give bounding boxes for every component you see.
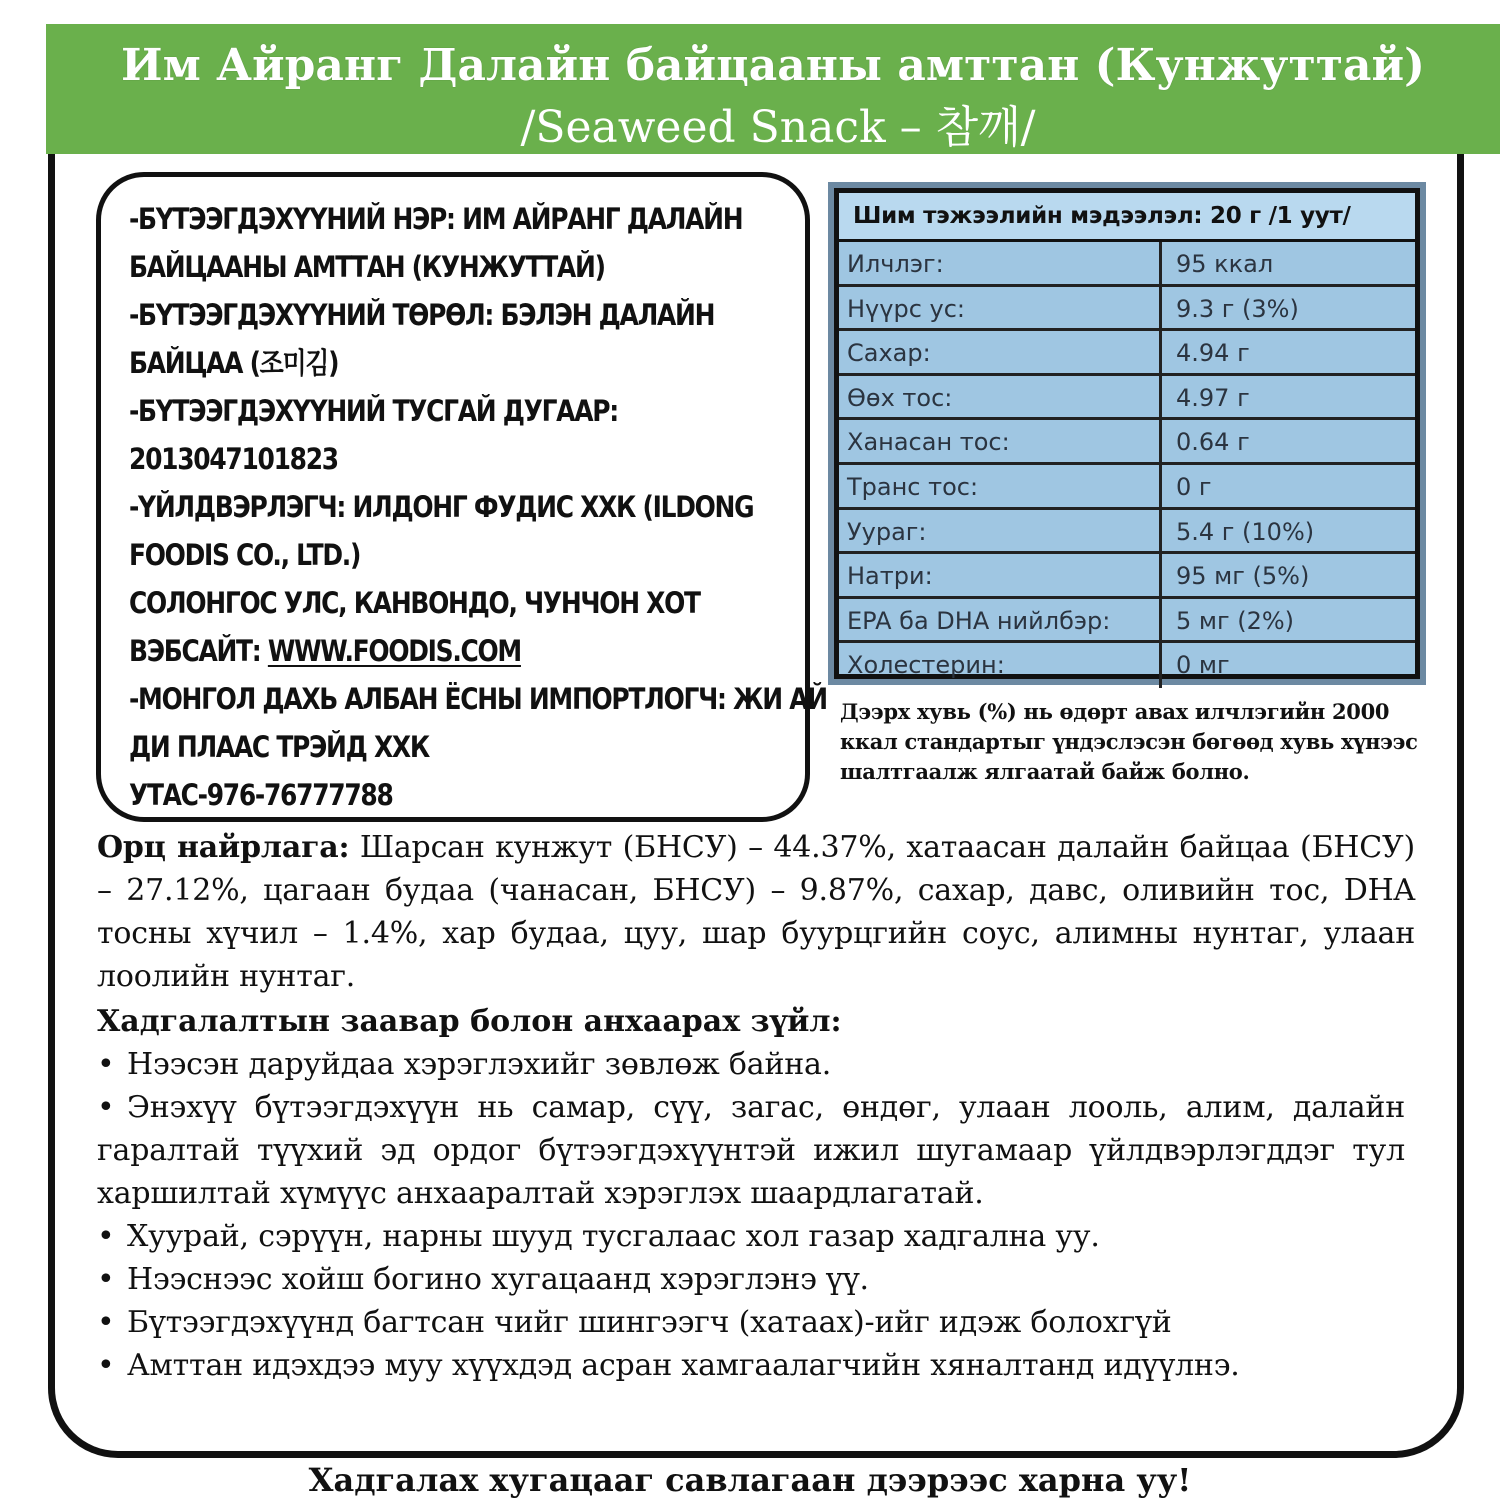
nutrient-label: Натри: <box>839 554 1162 596</box>
nutrient-label: EPA ба DHA нийлбэр: <box>839 599 1162 641</box>
info-line: FOODIS CO., LTD.) <box>129 538 361 572</box>
nutrient-value: 0 мг <box>1176 651 1230 680</box>
website-link[interactable]: WWW.FOODIS.COM <box>267 634 521 668</box>
bullet-icon: • <box>97 1348 115 1383</box>
nutrient-value: 5.4 г (10%) <box>1176 517 1315 546</box>
bullet-icon: • <box>97 1262 115 1297</box>
nutrient-value: 95 ккал <box>1176 250 1274 278</box>
daily-value-note: Дээрх хувь (%) нь өдөрт авах илчлэгийн 2000 ккал стандартыг үндэслэсэн бөгөөд хувь хүнээс шалтгаалж ялгаатай байж болно. <box>840 699 1418 784</box>
nutrition-row <box>839 643 1415 688</box>
nutrition-row <box>839 376 1415 421</box>
list-item-text: Нээснээс хойш богино хугацаанд хэрэглэнэ үү. <box>127 1262 869 1297</box>
list-item <box>97 1258 1405 1301</box>
footer-note: Хадгалах хугацааг савлагаан дээрээс харна уу! <box>308 1461 1192 1499</box>
product-title: Им Айранг Далайн байцааны амттан (Кунжуттай) <box>121 40 1425 91</box>
storage-list <box>97 1043 1405 1387</box>
storage-title: Хадгалалтын заавар болон анхаарах зүйл: <box>97 1004 842 1039</box>
info-line: -БҮТЭЭГДЭХҮҮНИЙ ТУСГАЙ ДУГААР: <box>129 394 618 428</box>
info-line: -БҮТЭЭГДЭХҮҮНИЙ ТӨРӨЛ: БЭЛЭН ДАЛАЙН <box>129 298 715 332</box>
info-line: БАЙЦАА (조미김) <box>129 346 339 380</box>
nutrient-value: 4.97 г <box>1176 383 1250 412</box>
bullet-icon: • <box>97 1305 115 1340</box>
nutrient-value: 5 мг (2%) <box>1176 606 1295 635</box>
nutrition-row <box>839 420 1415 465</box>
nutrition-row <box>839 510 1415 555</box>
info-line: -БҮТЭЭГДЭХҮҮНИЙ НЭР: ИМ АЙРАНГ ДАЛАЙН <box>129 202 743 236</box>
info-line: -ҮЙЛДВЭРЛЭГЧ: ИЛДОНГ ФУДИС ХХК (ILDONG <box>129 490 754 524</box>
list-item <box>97 1086 1405 1215</box>
list-item-text: Энэхүү бүтээгдэхүүн нь самар, сүү, загас, өндөг, улаан лооль, алим, далайн гаралтай түүхий эд ордог бүтээгдэхүүнтэй ижил шугамаар үйлдвэрлэгддэг тул харшилтай хүмүүс анхааралтай хэрэглэх шаардлагатай. <box>97 1090 1405 1211</box>
nutrition-row <box>839 331 1415 376</box>
list-item-text: Нээсэн даруйдаа хэрэглэхийг зөвлөж байна. <box>127 1047 832 1082</box>
nutrition-table <box>834 188 1420 679</box>
title-banner <box>46 24 1500 154</box>
info-line: ДИ ПЛААС ТРЭЙД ХХК <box>129 730 429 764</box>
nutrition-row <box>839 242 1415 287</box>
product-subtitle: /Seaweed Snack – 참깨/ <box>520 102 1036 153</box>
info-line: БАЙЦААНЫ АМТТАН (КУНЖУТТАЙ) <box>129 250 605 284</box>
nutrient-value: 0.64 г <box>1176 428 1250 457</box>
nutrient-value: 95 мг (5%) <box>1176 562 1310 591</box>
nutrient-label: Холестерин: <box>839 643 1162 688</box>
nutrition-row <box>839 287 1415 332</box>
nutrient-label: Ханасан тос: <box>839 420 1162 462</box>
nutrition-row <box>839 599 1415 644</box>
bullet-icon: • <box>97 1219 115 1254</box>
nutrient-value: 0 г <box>1176 472 1212 501</box>
list-item-text: Бүтээгдэхүүнд багтсан чийг шингээгч (хатаах)-ийг идэж болохгүй <box>127 1305 1172 1340</box>
list-item <box>97 1344 1405 1387</box>
nutrient-label: Уураг: <box>839 510 1162 552</box>
list-item-text: Амттан идэхдээ муу хүүхдэд асран хамгаалагчийн хяналтанд идүүлнэ. <box>127 1348 1240 1383</box>
nutrient-label: Сахар: <box>839 331 1162 373</box>
list-item <box>97 1043 1405 1086</box>
product-info-box <box>96 172 827 822</box>
nutrition-row <box>839 465 1415 510</box>
bullet-icon: • <box>97 1090 115 1125</box>
nutrition-panel <box>828 182 1426 685</box>
info-line: СОЛОНГОС УЛС, КАНВОНДО, ЧУНЧОН ХОТ <box>129 586 700 620</box>
nutrient-label: Өөх тос: <box>839 376 1162 418</box>
bullet-icon: • <box>97 1047 115 1082</box>
list-item <box>97 1215 1405 1258</box>
info-line: УТАС-976-76777788 <box>129 778 393 812</box>
nutrient-value: 4.94 г <box>1176 339 1250 368</box>
website-label: ВЭБСАЙТ: <box>129 634 268 668</box>
nutrient-label: Транс тос: <box>839 465 1162 507</box>
info-line: 2013047101823 <box>129 442 338 476</box>
nutrient-label: Нүүрс ус: <box>839 287 1162 329</box>
list-item <box>97 1301 1405 1344</box>
info-line: -МОНГОЛ ДАХЬ АЛБАН ЁСНЫ ИМПОРТЛОГЧ: ЖИ АЙ <box>129 682 827 716</box>
nutrition-row <box>839 554 1415 599</box>
ingredients-paragraph <box>97 826 1415 998</box>
website-line <box>129 627 710 675</box>
ingredients-text: Шарсан кунжут (БНСУ) – 44.37%, хатаасан далайн байцаа (БНСУ) – 27.12%, цагаан будаа (чанасан, БНСУ) – 9.87%, сахар, давс, оливийн тос, DHA тосны хүчил – 1.4%, хар будаа, цуу, шар буурцгийн соус, алимны нунтаг, улаан лоолийн нунтаг. <box>97 830 1416 994</box>
nutrient-value: 9.3 г (3%) <box>1176 294 1299 323</box>
nutrient-label: Илчлэг: <box>839 242 1162 284</box>
ingredients-label: Орц найрлага: <box>97 830 350 865</box>
list-item-text: Хуурай, сэрүүн, нарны шууд тусгалаас хол газар хадгална уу. <box>127 1219 1100 1254</box>
nutrition-header: Шим тэжээлийн мэдээлэл: 20 г /1 уут/ <box>839 193 1415 242</box>
